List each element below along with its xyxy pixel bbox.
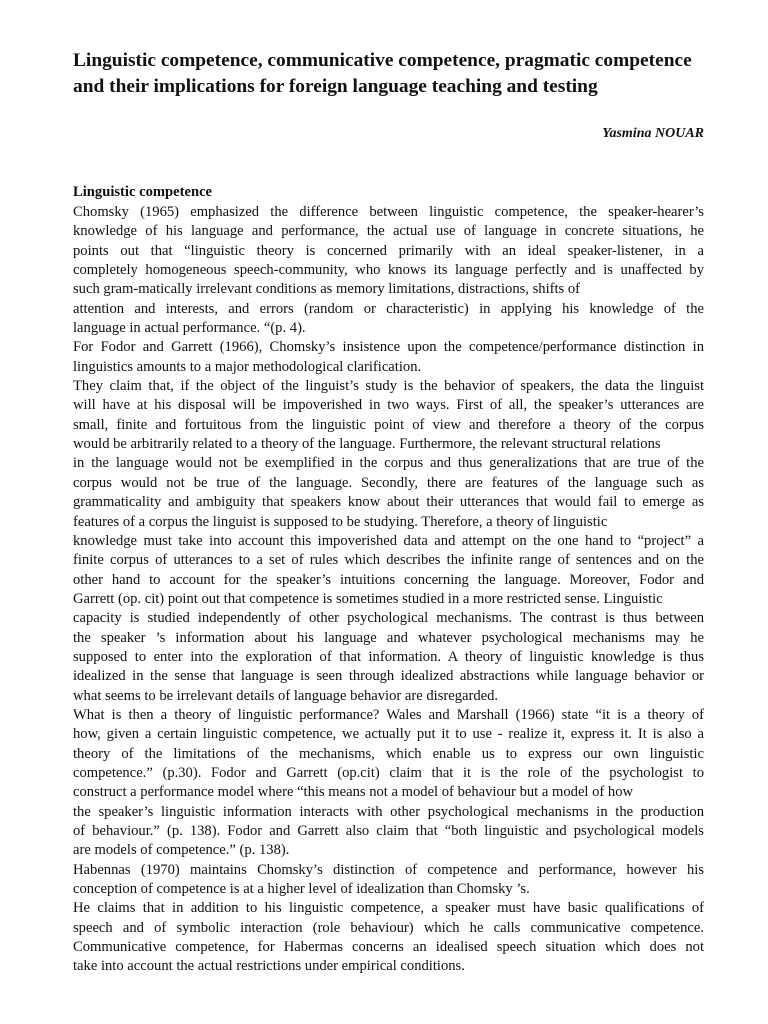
text-line: completely homogeneous speech-community, who knows its language perfectly and is unaffected by <box>73 262 704 279</box>
text-line: Garrett (op. cit) point out that competence is sometimes studied in a more restricted sense. Linguistic <box>73 590 663 607</box>
text-line: grammaticality and ambiguity that speakers know about their utterances that would fail to emerge as <box>73 494 704 511</box>
text-line: linguistics amounts to a major methodological clarification. <box>73 358 422 375</box>
text-line: in the language would not be exemplified in the corpus and thus generalizations that are true of the <box>73 455 704 472</box>
text-line: language in actual performance. “(p. 4). <box>73 320 306 337</box>
text-line: capacity is studied independently of other psychological mechanisms. The contrast is thus between <box>73 610 704 627</box>
text-line: are models of competence.” (p. 138). <box>73 842 290 859</box>
text-line: would be arbitrarily related to a theory of the language. Furthermore, the relevant structural relations <box>73 436 661 453</box>
text-line: attention and interests, and errors (random or characteristic) in applying his knowledge of the <box>73 300 704 317</box>
text-line: For Fodor and Garrett (1966), Chomsky’s insistence upon the competence/performance distinction in <box>73 339 704 356</box>
text-line: speech and of symbolic interaction (role behaviour) which he calls communicative competence. <box>73 919 704 936</box>
text-line: Communicative competence, for Habermas concerns an idealised speech situation which does not <box>73 939 704 956</box>
text-line: the speaker ’s information about his language and whatever psychological mechanisms may he <box>73 629 704 646</box>
text-line: They claim that, if the object of the linguist’s study is the behavior of speakers, the data the linguist <box>73 378 704 395</box>
text-line: He claims that in addition to his linguistic competence, a speaker must have basic qualifications of <box>73 900 704 917</box>
text-line: What is then a theory of linguistic performance? Wales and Marshall (1966) state “it is a theory of <box>73 706 704 723</box>
text-line: take into account the actual restrictions under empirical conditions. <box>73 958 465 975</box>
text-line: finite corpus of utterances to a set of rules which describes the infinite range of sentences and on the <box>73 552 704 569</box>
text-line: the speaker’s linguistic information interacts with other psychological mechanisms in the production <box>73 803 704 820</box>
text-line: what seems to be irrelevant details of language behavior are disregarded. <box>73 687 499 704</box>
text-line: of behaviour.” (p. 138). Fodor and Garrett also claim that “both linguistic and psychological models <box>73 823 704 839</box>
text-line: corpus would not be true of the language. Secondly, there are features of the language such as <box>73 474 704 491</box>
text-line: points out that “linguistic theory is concerned primarily with an ideal speaker-listener, in a <box>73 242 704 259</box>
text-line: Chomsky (1965) emphasized the difference between linguistic competence, the speaker-hearer’s <box>73 204 704 220</box>
text-line: Habennas (1970) maintains Chomsky’s distinction of competence and performance, however his <box>73 861 704 878</box>
body-text <box>73 203 704 977</box>
text-line: competence.” (p.30). Fodor and Garrett (op.cit) claim that it is the role of the psychologist to <box>73 764 704 781</box>
text-line: features of a corpus the linguist is supposed to be studying. Therefore, a theory of linguistic <box>73 513 608 530</box>
text-line: other hand to account for the speaker’s intuitions concerning the language. Moreover, Fodor and <box>73 571 704 588</box>
text-line: how, given a certain linguistic competence, we actually put it to use - realize it, express it. It is also a <box>73 726 704 743</box>
text-line: conception of competence is at a higher level of idealization than Chomsky ’s. <box>73 881 530 898</box>
text-line: such gram-matically irrelevant conditions as memory limitations, distractions, shifts of <box>73 281 581 298</box>
text-line: construct a performance model where “this means not a model of behaviour but a model of how <box>73 784 634 801</box>
text-line: knowledge must take into account this impoverished data and attempt on the one hand to “project” a <box>73 532 704 549</box>
section-heading: Linguistic competence <box>73 184 213 200</box>
text-line: theory of the limitations of the mechanisms, which enable us to express our own linguistic <box>73 745 704 762</box>
text-line: idealized in the sense that language is seen through idealized abstractions while language behavior or <box>73 668 704 685</box>
text-line: supposed to enter into the exploration of that information. A theory of linguistic knowledge is thus <box>73 648 704 665</box>
author-name: Yasmina NOUAR <box>602 126 704 141</box>
text-line: small, finite and fortuitous from the linguistic point of view and therefore a theory of the corpus <box>73 416 704 433</box>
text-line: will have at his disposal will be impoverished in two ways. First of all, the speaker’s utterances are <box>73 397 704 414</box>
text-line: knowledge of his language and performance, the actual use of language in concrete situations, he <box>73 223 704 240</box>
paper-title: Linguistic competence, communicative competence, pragmatic competence and their implications for foreign language teaching and testing <box>73 50 692 97</box>
